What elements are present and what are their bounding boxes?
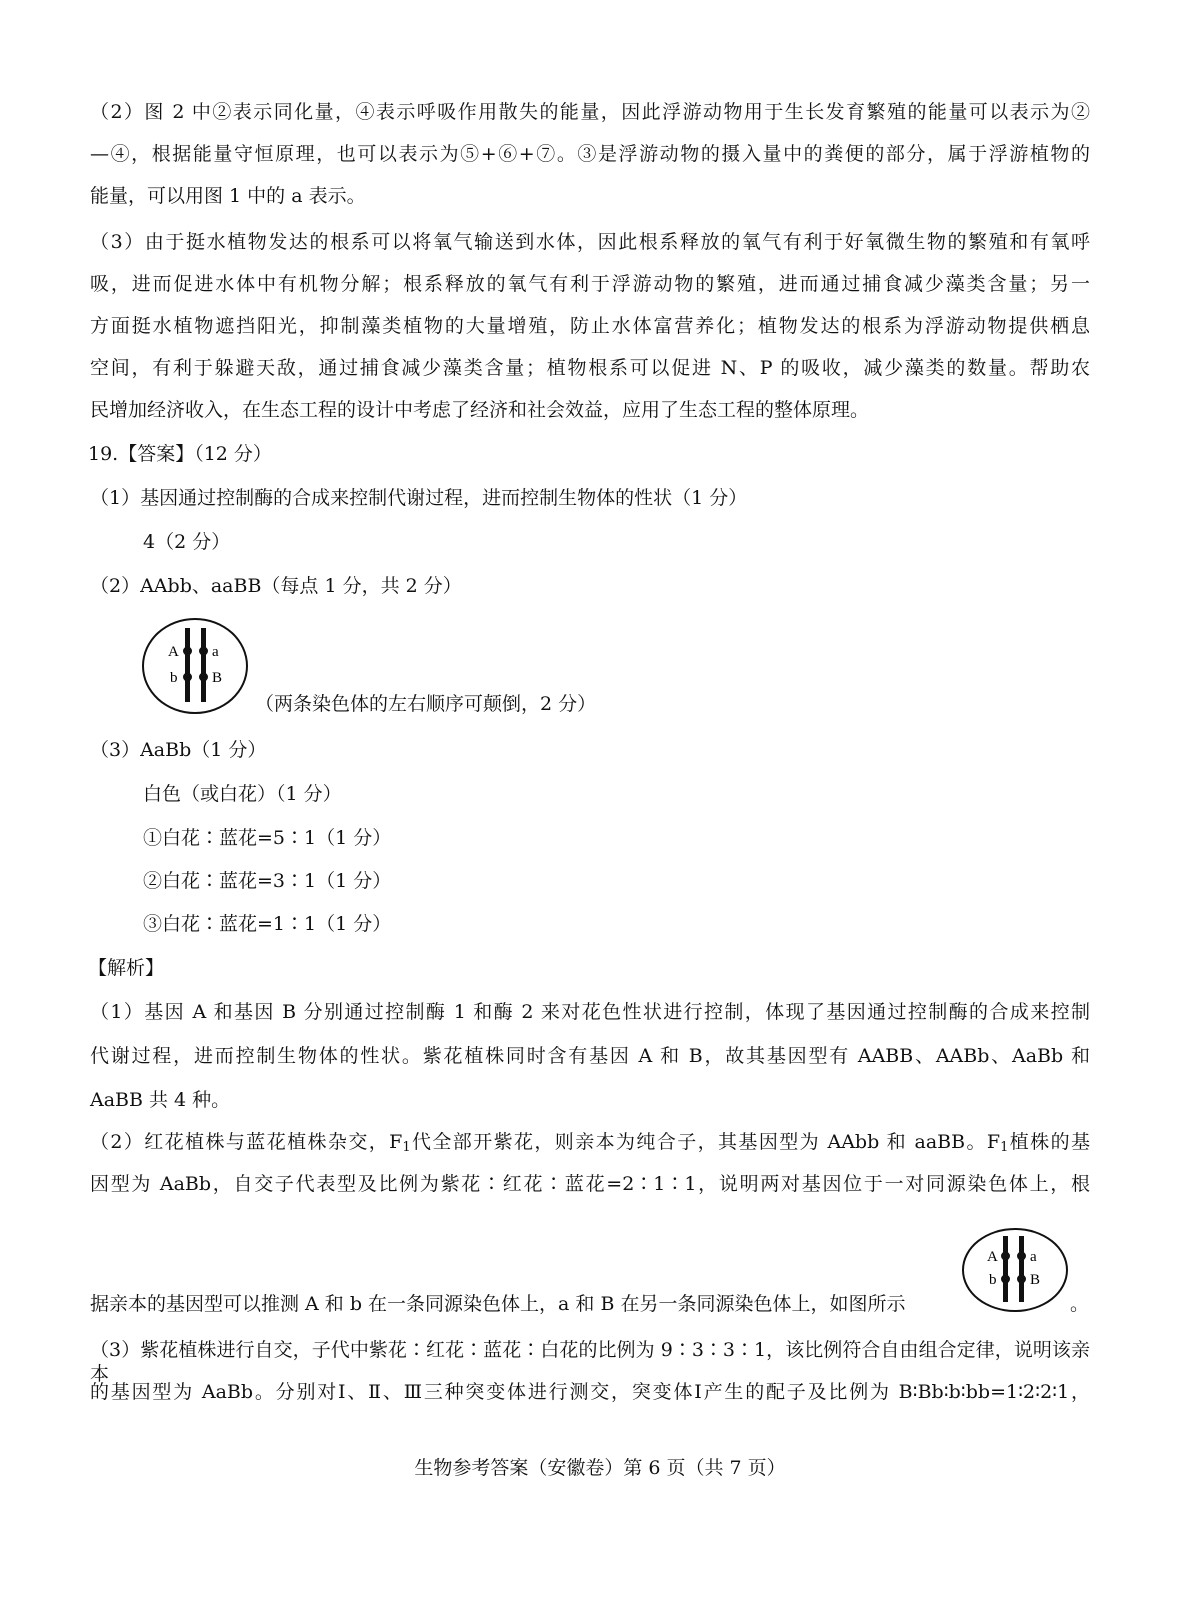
diagram-note: （两条染色体的左右顺序可颠倒，2 分） [255, 693, 597, 715]
chromosome-pair-graphic-inline [964, 1230, 1066, 1310]
q19-answer-2: （2）AAbb、aaBB（每点 1 分，共 2 分） [90, 575, 462, 597]
analysis-p2-line-1 [90, 1130, 1090, 1154]
label-b: b [989, 1272, 997, 1288]
label-A: A [987, 1249, 998, 1265]
part3-line-3: 方面挺水植物遮挡阳光，抑制藻类植物的大量增殖，防止水体富营养化；植物发达的根系为浮游动物提供栖息 [90, 315, 1090, 337]
locus-b [1001, 1275, 1010, 1284]
p2-text-b: 代全部开紫花，则亲本为纯合子，其基因型为 AAbb 和 aaBB。F [410, 1131, 1001, 1153]
chromosome-left [185, 628, 190, 702]
q19-answer-1: （1）基因通过控制酶的合成来控制代谢过程，进而控制生物体的性状（1 分） [90, 487, 748, 509]
part2-line-1: （2）图 2 中②表示同化量，④表示呼吸作用散失的能量，因此浮游动物用于生长发育繁殖的能量可以表示为② [90, 101, 1090, 123]
analysis-p2-line-2: 因型为 AaBb，自交子代表型及比例为紫花∶红花∶蓝花=2∶1∶1，说明两对基因位于一对同源染色体上，根 [90, 1173, 1090, 1195]
p2-subscript-2: 1 [1000, 1140, 1009, 1155]
locus-a [199, 647, 208, 656]
analysis-p3-line-2: 的基因型为 AaBb。分别对Ⅰ、Ⅱ、Ⅲ三种突变体进行测交，突变体Ⅰ产生的配子及比例为 B∶Bb∶b∶bb=1∶2∶2∶1， [90, 1381, 1090, 1403]
analysis-p1-line-2: 代谢过程，进而控制生物体的性状。紫花植株同时含有基因 A 和 B，故其基因型有 AABB、AABb、AaBb 和 [90, 1045, 1090, 1067]
label-a: a [212, 644, 219, 660]
label-A: A [168, 644, 179, 660]
q19-answer-3: （3）AaBb（1 分） [90, 739, 267, 761]
locus-B [1017, 1275, 1026, 1284]
analysis-p3-line-1: （3）紫花植株进行自交，子代中紫花∶红花∶蓝花∶白花的比例为 9∶3∶3∶1，该比例符合自由组合定律，说明该亲本 [90, 1339, 1090, 1385]
p2-text-c: 植株的基 [1008, 1131, 1090, 1153]
q19-answer-3c: ①白花∶蓝花=5∶1（1 分） [143, 827, 392, 849]
label-b: b [170, 670, 178, 686]
locus-B [199, 673, 208, 682]
locus-a [1017, 1252, 1026, 1261]
chromosome-left [1003, 1236, 1008, 1302]
page-footer: 生物参考答案（安徽卷）第 6 页（共 7 页） [414, 1457, 786, 1479]
label-B: B [212, 670, 223, 686]
part3-line-1: （3）由于挺水植物发达的根系可以将氧气输送到水体，因此根系释放的氧气有利于好氧微生物的繁殖和有氧呼 [90, 231, 1090, 253]
part3-line-4: 空间，有利于躲避天敌，通过捕食减少藻类含量；植物根系可以促进 N、P 的吸收，减少藻类的数量。帮助农 [90, 357, 1090, 379]
p2-text-a: （2）红花植株与蓝花植株杂交，F [90, 1131, 403, 1153]
locus-A [1001, 1252, 1010, 1261]
part3-line-5: 民增加经济收入，在生态工程的设计中考虑了经济和社会效益，应用了生态工程的整体原理。 [90, 399, 870, 421]
p2-subscript-1: 1 [402, 1140, 411, 1155]
part3-line-2: 吸，进而促进水体中有机物分解；根系释放的氧气有利于浮游动物的繁殖，进而通过捕食减少藻类含量；另一 [90, 273, 1090, 295]
part2-line-2: —④，根据能量守恒原理，也可以表示为⑤+⑥+⑦。③是浮游动物的摄入量中的粪便的部分，属于浮游植物的 [90, 143, 1090, 165]
analysis-p2-line-3: 据亲本的基因型可以推测 A 和 b 在一条同源染色体上，a 和 B 在另一条同源染色体上，如图所示 [90, 1293, 906, 1315]
analysis-header: 【解析】 [88, 957, 165, 979]
chromosome-pair-graphic [144, 620, 246, 712]
analysis-p1-line-1: （1）基因 A 和基因 B 分别通过控制酶 1 和酶 2 来对花色性状进行控制，体现了基因通过控制酶的合成来控制 [90, 1001, 1090, 1023]
analysis-p1-line-3: AaBB 共 4 种。 [90, 1089, 231, 1111]
chromosome-right [1019, 1236, 1024, 1302]
q19-answer-3d: ②白花∶蓝花=3∶1（1 分） [143, 870, 392, 892]
q19-header: 19.【答案】（12 分） [88, 443, 272, 465]
part2-line-3: 能量，可以用图 1 中的 a 表示。 [90, 185, 366, 207]
q19-answer-3b: 白色（或白花）（1 分） [143, 783, 342, 805]
locus-b [183, 673, 192, 682]
analysis-p2-line-3-end: 。 [1070, 1293, 1090, 1315]
chromosome-right [201, 628, 206, 702]
label-B: B [1030, 1272, 1041, 1288]
q19-answer-1b: 4（2 分） [143, 531, 231, 553]
chromosome-diagram [142, 618, 248, 714]
locus-A [183, 647, 192, 656]
chromosome-diagram-inline [962, 1228, 1068, 1312]
q19-answer-3e: ③白花∶蓝花=1∶1（1 分） [143, 913, 392, 935]
label-a: a [1030, 1249, 1037, 1265]
